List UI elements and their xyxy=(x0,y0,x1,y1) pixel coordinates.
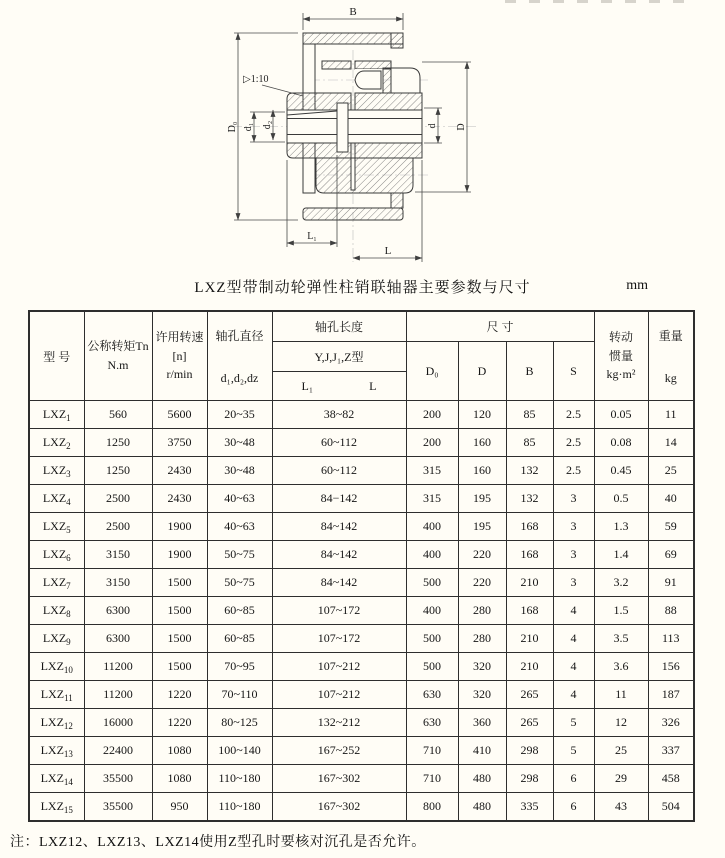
header-weight-line2: kg xyxy=(664,370,677,385)
table-cell: 20~35 xyxy=(207,401,272,429)
table-cell: 91 xyxy=(648,569,694,597)
table-cell: 1080 xyxy=(152,765,207,793)
table-cell: 5 xyxy=(553,709,594,737)
dim-label-d0: D₀ xyxy=(227,121,238,133)
table-cell: 110~180 xyxy=(207,793,272,822)
dim-label-d: d xyxy=(427,123,438,129)
table-cell: 1.5 xyxy=(594,597,648,625)
header-bore xyxy=(207,311,272,401)
model-prefix: LXZ xyxy=(42,631,67,645)
model-sub: 13 xyxy=(63,749,73,759)
table-cell: 4 xyxy=(553,653,594,681)
header-size-b: B xyxy=(506,342,553,401)
header-length-types: Y,J,J₁,Z型 xyxy=(272,342,406,372)
table-cell: 400 xyxy=(406,513,458,541)
model-sub: 14 xyxy=(63,777,73,787)
table-cell: 2430 xyxy=(152,457,207,485)
table-cell: 326 xyxy=(648,709,694,737)
header-speed-line3: r/min xyxy=(166,367,193,382)
model-sub: 15 xyxy=(63,805,73,815)
table-cell: 5 xyxy=(553,737,594,765)
header-inertia-line2: 惯量 xyxy=(609,348,634,363)
header-model: 型 号 xyxy=(29,311,84,401)
table-row xyxy=(29,737,694,765)
table-cell: 70~110 xyxy=(207,681,272,709)
table-cell: 84~142 xyxy=(272,513,406,541)
table-cell: 1500 xyxy=(152,597,207,625)
table-cell: 3.2 xyxy=(594,569,648,597)
footnote: 注：LXZ12、LXZ13、LXZ14使用Z型孔时要核对沉孔是否允许。 xyxy=(10,835,426,850)
table-cell: 84−142 xyxy=(272,485,406,513)
table-cell: 29 xyxy=(594,765,648,793)
header-bore-line1: 轴孔直径 xyxy=(215,328,264,343)
table-cell: 3 xyxy=(553,569,594,597)
table-cell: 11 xyxy=(594,681,648,709)
table-row xyxy=(29,457,694,485)
dim-label-d1: d₁ xyxy=(243,122,254,132)
table-cell: 710 xyxy=(406,765,458,793)
table-cell: 30~48 xyxy=(207,429,272,457)
table-cell: 11200 xyxy=(84,653,152,681)
table-cell: 1500 xyxy=(152,569,207,597)
table-cell: 500 xyxy=(406,569,458,597)
table-cell: 480 xyxy=(458,793,506,822)
table-cell: 132 xyxy=(506,457,553,485)
header-inertia xyxy=(594,311,648,401)
header-length-cols xyxy=(272,372,406,401)
model-cell xyxy=(29,457,84,485)
table-cell: 11200 xyxy=(84,681,152,709)
table-cell: 0.45 xyxy=(594,457,648,485)
table-cell: 410 xyxy=(458,737,506,765)
model-prefix: LXZ xyxy=(42,407,67,421)
table-cell: 38~82 xyxy=(272,401,406,429)
model-prefix: LXZ xyxy=(42,435,67,449)
table-row xyxy=(29,429,694,457)
table-cell: 200 xyxy=(406,401,458,429)
unit-label: mm xyxy=(626,278,648,293)
table-cell: 2500 xyxy=(84,485,152,513)
model-cell xyxy=(29,653,84,681)
table-cell: 168 xyxy=(506,541,553,569)
table-row xyxy=(29,709,694,737)
table-cell: 70~95 xyxy=(207,653,272,681)
model-cell xyxy=(29,597,84,625)
model-cell xyxy=(29,541,84,569)
table-cell: 40 xyxy=(648,485,694,513)
table-cell: 30~48 xyxy=(207,457,272,485)
page-title: LXZ型带制动轮弹性柱销联轴器主要参数与尺寸 xyxy=(194,280,531,296)
table-cell: 400 xyxy=(406,597,458,625)
table-cell: 2430 xyxy=(152,485,207,513)
table-cell: 6300 xyxy=(84,625,152,653)
table-cell: 35500 xyxy=(84,793,152,822)
parameters-table xyxy=(28,310,695,822)
table-cell: 14 xyxy=(648,429,694,457)
table-cell: 210 xyxy=(506,653,553,681)
header-size-group: 尺 寸 xyxy=(406,311,594,342)
table-cell: 168 xyxy=(506,597,553,625)
header-bore-line2: d₁,d₂,dz xyxy=(220,370,259,385)
table-cell: 400 xyxy=(406,541,458,569)
model-prefix: LXZ xyxy=(42,519,67,533)
table-cell: 3.5 xyxy=(594,625,648,653)
table-cell: 110~180 xyxy=(207,765,272,793)
table-cell: 500 xyxy=(406,625,458,653)
table-cell: 1250 xyxy=(84,457,152,485)
header-weight-line1: 重量 xyxy=(658,328,683,343)
table-cell: 160 xyxy=(458,429,506,457)
table-row xyxy=(29,485,694,513)
model-cell xyxy=(29,401,84,429)
table-cell: 3150 xyxy=(84,569,152,597)
table-cell: 1250 xyxy=(84,429,152,457)
header-size-d: D xyxy=(458,342,506,401)
model-cell xyxy=(29,569,84,597)
model-sub: 6 xyxy=(66,553,71,563)
table-cell: 630 xyxy=(406,681,458,709)
taper-label: ▷1:10 xyxy=(243,74,269,85)
coupling-cross-section-drawing xyxy=(0,0,725,272)
table-cell: 84~142 xyxy=(272,569,406,597)
model-prefix: LXZ xyxy=(40,771,64,785)
table-cell: 120 xyxy=(458,401,506,429)
table-cell: 2.5 xyxy=(553,457,594,485)
table-cell: 107~212 xyxy=(272,681,406,709)
model-sub: 4 xyxy=(66,497,71,507)
table-cell: 5600 xyxy=(152,401,207,429)
table-cell: 132~212 xyxy=(272,709,406,737)
table-cell: 167~302 xyxy=(272,765,406,793)
table-cell: 35500 xyxy=(84,765,152,793)
table-cell: 113 xyxy=(648,625,694,653)
table-cell: 12 xyxy=(594,709,648,737)
model-sub: 9 xyxy=(66,637,71,647)
table-cell: 25 xyxy=(648,457,694,485)
dim-label-b: B xyxy=(349,6,357,18)
model-cell xyxy=(29,429,84,457)
model-prefix: LXZ xyxy=(42,547,67,561)
dim-label-l: L xyxy=(384,245,392,257)
model-cell xyxy=(29,737,84,765)
table-cell: 298 xyxy=(506,765,553,793)
table-cell: 50~75 xyxy=(207,541,272,569)
model-sub: 2 xyxy=(66,441,71,451)
centerlines xyxy=(232,50,476,262)
table-cell: 3 xyxy=(553,513,594,541)
table-cell: 0.05 xyxy=(594,401,648,429)
table-cell: 43 xyxy=(594,793,648,822)
header-length-l1: L₁ xyxy=(301,378,314,393)
table-cell: 156 xyxy=(648,653,694,681)
table-cell: 360 xyxy=(458,709,506,737)
model-sub: 12 xyxy=(63,721,73,731)
model-cell xyxy=(29,709,84,737)
table-cell: 2.5 xyxy=(553,429,594,457)
table-row xyxy=(29,625,694,653)
table-row xyxy=(29,793,694,822)
table-cell: 280 xyxy=(458,597,506,625)
header-size-d0: D₀ xyxy=(406,342,458,401)
model-prefix: LXZ xyxy=(42,603,67,617)
table-cell: 4 xyxy=(553,681,594,709)
table-cell: 167~302 xyxy=(272,793,406,822)
model-prefix: LXZ xyxy=(40,659,64,673)
table-cell: 630 xyxy=(406,709,458,737)
table-cell: 265 xyxy=(506,709,553,737)
table-cell: 210 xyxy=(506,569,553,597)
header-speed xyxy=(152,311,207,401)
model-prefix: LXZ xyxy=(40,715,64,729)
header-speed-line2: [n] xyxy=(172,348,187,363)
table-cell: 315 xyxy=(406,485,458,513)
header-torque-line2: N.m xyxy=(107,358,129,372)
table-cell: 210 xyxy=(506,625,553,653)
model-cell xyxy=(29,765,84,793)
dim-label-d2: d₂ xyxy=(262,120,273,130)
table-cell: 132 xyxy=(506,485,553,513)
model-sub: 1 xyxy=(66,413,71,423)
model-cell xyxy=(29,681,84,709)
header-speed-line1: 许用转速 xyxy=(155,330,204,345)
header-weight xyxy=(648,311,694,401)
table-cell: 167~252 xyxy=(272,737,406,765)
table-cell: 80~125 xyxy=(207,709,272,737)
table-cell: 6 xyxy=(553,765,594,793)
model-sub: 8 xyxy=(66,609,71,619)
table-cell: 500 xyxy=(406,653,458,681)
table-cell: 480 xyxy=(458,765,506,793)
model-cell xyxy=(29,625,84,653)
table-cell: 85 xyxy=(506,401,553,429)
table-cell: 85 xyxy=(506,429,553,457)
table-cell: 160 xyxy=(458,457,506,485)
table-cell: 3750 xyxy=(152,429,207,457)
table-cell: 60~85 xyxy=(207,597,272,625)
table-cell: 100~140 xyxy=(207,737,272,765)
table-row xyxy=(29,597,694,625)
table-cell: 710 xyxy=(406,737,458,765)
table-cell: 3.6 xyxy=(594,653,648,681)
table-cell: 1500 xyxy=(152,653,207,681)
table-cell: 220 xyxy=(458,569,506,597)
header-length-group: 轴孔长度 xyxy=(272,311,406,342)
table-cell: 107~172 xyxy=(272,597,406,625)
table-cell: 60~112 xyxy=(272,429,406,457)
table-cell: 187 xyxy=(648,681,694,709)
table-row xyxy=(29,541,694,569)
table-cell: 220 xyxy=(458,541,506,569)
table-row xyxy=(29,569,694,597)
header-torque xyxy=(84,311,152,401)
table-cell: 84~142 xyxy=(272,541,406,569)
model-sub: 11 xyxy=(64,693,73,703)
model-sub: 3 xyxy=(66,469,71,479)
table-body xyxy=(29,401,694,822)
table-cell: 298 xyxy=(506,737,553,765)
table-cell: 504 xyxy=(648,793,694,822)
table-cell: 1.4 xyxy=(594,541,648,569)
table-cell: 458 xyxy=(648,765,694,793)
table-cell: 195 xyxy=(458,485,506,513)
dim-label-big-d: D xyxy=(456,123,467,131)
table-cell: 320 xyxy=(458,653,506,681)
model-sub: 5 xyxy=(66,525,71,535)
table-cell: 6300 xyxy=(84,597,152,625)
header-inertia-line1: 转动 xyxy=(609,330,634,345)
model-prefix: LXZ xyxy=(40,799,64,813)
model-cell xyxy=(29,485,84,513)
table-cell: 2500 xyxy=(84,513,152,541)
model-prefix: LXZ xyxy=(42,491,67,505)
table-cell: 40~63 xyxy=(207,485,272,513)
table-cell: 50~75 xyxy=(207,569,272,597)
model-sub: 7 xyxy=(66,581,71,591)
table-cell: 3150 xyxy=(84,541,152,569)
table-cell: 335 xyxy=(506,793,553,822)
table-cell: 25 xyxy=(594,737,648,765)
table-cell: 59 xyxy=(648,513,694,541)
table-cell: 16000 xyxy=(84,709,152,737)
hub-flanges xyxy=(287,93,422,158)
table-cell: 195 xyxy=(458,513,506,541)
table-cell: 3 xyxy=(553,485,594,513)
table-header xyxy=(29,311,694,401)
table-cell: 1220 xyxy=(152,681,207,709)
header-length-l: L xyxy=(369,378,377,393)
table-cell: 168 xyxy=(506,513,553,541)
model-prefix: LXZ xyxy=(40,743,64,757)
dim-label-l1: L₁ xyxy=(307,231,317,242)
model-prefix: LXZ xyxy=(42,463,67,477)
table-cell: 6 xyxy=(553,793,594,822)
table-row xyxy=(29,401,694,429)
table-cell: 1220 xyxy=(152,709,207,737)
table-cell: 107~212 xyxy=(272,653,406,681)
table-cell: 3 xyxy=(553,541,594,569)
model-cell xyxy=(29,793,84,822)
table-cell: 1900 xyxy=(152,513,207,541)
table-cell: 337 xyxy=(648,737,694,765)
header-torque-line1: 公称转矩Tn xyxy=(87,339,149,354)
table-cell: 200 xyxy=(406,429,458,457)
table-cell: 800 xyxy=(406,793,458,822)
table-cell: 0.5 xyxy=(594,485,648,513)
table-cell: 1900 xyxy=(152,541,207,569)
table-cell: 60~112 xyxy=(272,457,406,485)
table-cell: 1080 xyxy=(152,737,207,765)
table-row xyxy=(29,653,694,681)
table-cell: 560 xyxy=(84,401,152,429)
table-row xyxy=(29,513,694,541)
table-cell: 60~85 xyxy=(207,625,272,653)
table-cell: 265 xyxy=(506,681,553,709)
table-cell: 280 xyxy=(458,625,506,653)
header-size-s: S xyxy=(553,342,594,401)
model-prefix: LXZ xyxy=(40,687,65,701)
table-cell: 1500 xyxy=(152,625,207,653)
table-row xyxy=(29,681,694,709)
table-cell: 0.08 xyxy=(594,429,648,457)
header-inertia-line3: kg·m² xyxy=(606,367,636,382)
table-cell: 1.3 xyxy=(594,513,648,541)
table-cell: 40~63 xyxy=(207,513,272,541)
table-cell: 315 xyxy=(406,457,458,485)
lower-hub xyxy=(316,158,413,193)
table-cell: 69 xyxy=(648,541,694,569)
table-cell: 950 xyxy=(152,793,207,822)
table-cell: 22400 xyxy=(84,737,152,765)
model-prefix: LXZ xyxy=(42,575,67,589)
table-row xyxy=(29,765,694,793)
model-cell xyxy=(29,513,84,541)
table-cell: 107~172 xyxy=(272,625,406,653)
table-cell: 88 xyxy=(648,597,694,625)
table-cell: 11 xyxy=(648,401,694,429)
model-sub: 10 xyxy=(63,665,73,675)
table-cell: 4 xyxy=(553,597,594,625)
table-cell: 4 xyxy=(553,625,594,653)
table-cell: 2.5 xyxy=(553,401,594,429)
table-cell: 320 xyxy=(458,681,506,709)
pin-assembly xyxy=(322,61,420,93)
